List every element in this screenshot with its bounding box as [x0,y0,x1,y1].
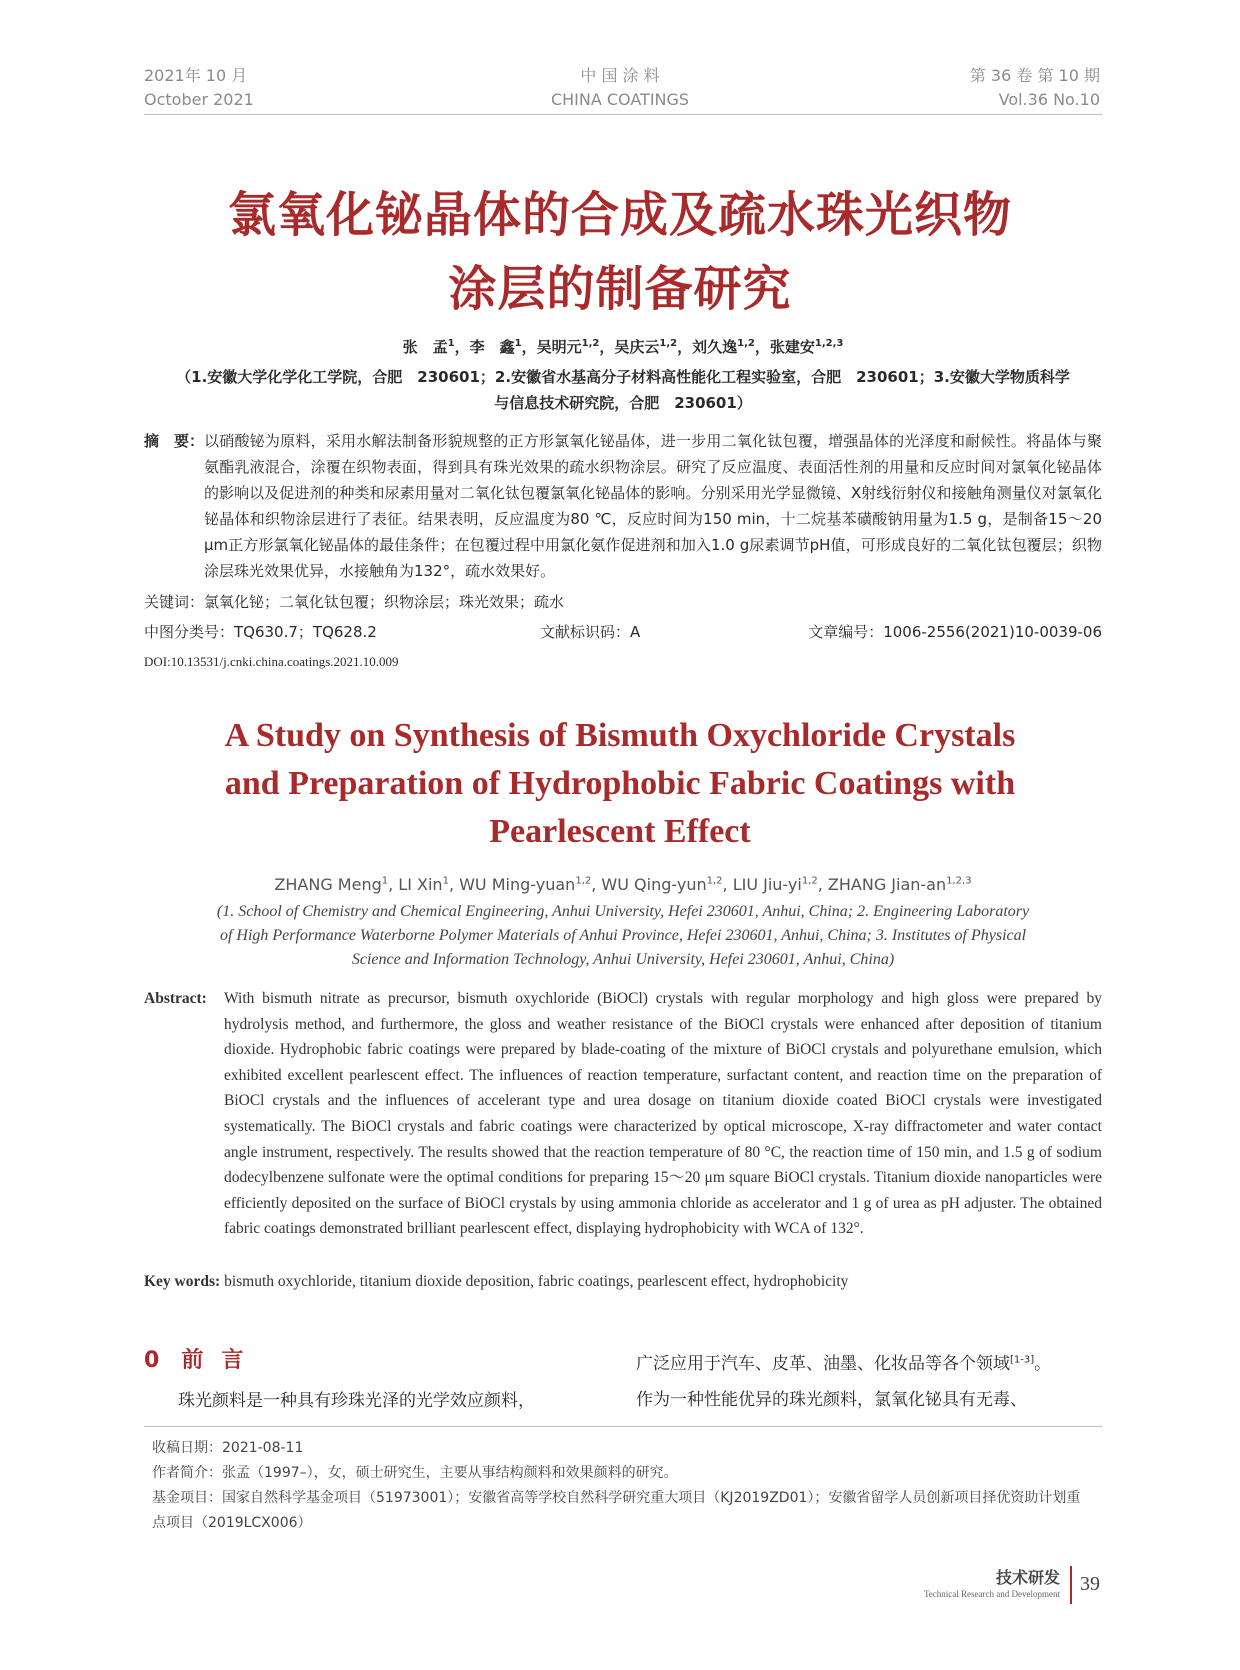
header-date-en: October 2021 [144,90,254,109]
author-en: LI Xin$^1$ [398,875,449,894]
title-cn-line1: 氯氧化铋晶体的合成及疏水珠光织物 [227,187,1012,243]
section-heading [144,1346,261,1376]
header-date-cn: 2021年 10 月 [144,66,248,85]
keywords-cn-text: 氯氧化铋；二氧化钛包覆；织物涂层；珠光效果；疏水 [204,593,565,611]
abstract-en-text: With bismuth nitrate as precursor, bismuth oxychloride (BiOCl) crystals with regular morphology and high gloss were prepared by hydrolysis method, and furthermore, the gloss and weather resistance of the BiOCl crystals were enhanced after deposition of titanium dioxide. Hydrophobic fabric coatings were prepared by blade-coating of the mixture of BiOCl crystals and polyurethane emulsion, which exhibited excellent pearlescent effect. The influences of reaction temperature, surfactant content, and reaction time on the preparation of BiOCl crystals and the influences of accelerant type and urea dosage on titanium dioxide coated BiOCl crystals were investigated systematically. The BiOCl crystals and fabric coatings were characterized by optical microscope, X-ray diffractometer and water contact angle instrument, respectively. The results showed that the reaction temperature of 80 °C, the reaction time of 150 min, and 1.5 g of sodium dodecylbenzene sulfonate were the optimal conditions for preparing 15～20 μm square BiOCl crystals. Titanium dioxide nanoparticles were efficiently deposited on the surface of BiOCl crystals by using ammonia chloride as accelerator and 1 g of urea as pH adjuster. The obtained fabric coatings demonstrated brilliant pearlescent effect, displaying hydrophobicity with WCA of 132°. [224,990,1102,1238]
received-date: 收稿日期：2021-08-11 [152,1440,304,1456]
footnotes [152,1436,1092,1536]
keywords-cn-label: 关键词： [144,593,205,611]
keywords-cn [144,590,1102,614]
header-journal-en: CHINA COATINGS [550,90,690,109]
citation: [1-3] [1010,1354,1035,1366]
author-cn: 张建安$^{1,2,3}$ [769,338,844,356]
title-en [120,712,1120,856]
header-volume-cn: 第 36 卷 第 10 期 [969,66,1100,85]
affiliation-en-line3: Science and Information Technology, Anhui University, Hefei 230601, Anhui, China) [351,951,895,968]
title-en-line2: and Preparation of Hydrophobic Fabric Coatings with [224,765,1016,802]
author-en: WU Qing-yun$^{1,2}$ [601,875,723,894]
author-en: ZHANG Meng$^1$ [274,875,389,894]
section-number: 0 [144,1348,160,1373]
title-en-line3: Pearlescent Effect [489,813,751,850]
body-right-line2: 作为一种性能优异的珠光颜料，氯氧化铋具有无毒、 [636,1390,1027,1410]
affiliation-en [144,900,1102,972]
body-right-column [636,1346,1102,1418]
doi: DOI:10.13531/j.cnki.china.coatings.2021.10.009 [144,654,399,669]
abstract-cn [144,428,1102,584]
abstract-cn-label: 摘 要： [144,432,205,450]
keywords-en-label: Key words: [144,1273,221,1290]
footer-section [924,1568,1060,1600]
header-volume [970,64,1100,112]
header-journal-cn: 中 国 涂 料 [580,66,660,85]
affiliation-en-line2: of High Performance Waterborne Polymer Materials of Anhui Province, Hefei 230601, Anhui, China; 3. Institutes of Physical [219,927,1027,944]
affiliation-cn-line2: 与信息技术研究院，合肥 230601） [494,394,752,412]
footer-section-en: Technical Research and Development [923,1589,1060,1599]
author-bio: 作者简介：张孟（1997–），女，硕士研究生，主要从事结构颜料和效果颜料的研究。 [152,1465,678,1481]
author-en: LIU Jiu-yi$^{1,2}$ [732,875,818,894]
author-en: ZHANG Jian-an$^{1,2,3}$ [827,875,972,894]
header-divider [144,114,1102,115]
body-right-line1: 广泛应用于汽车、皮革、油墨、化妆品等各个领域[1-3]。 [636,1354,1052,1374]
title-cn [100,178,1140,326]
author-cn: 吴庆云$^{1,2}$ [614,338,678,356]
keywords-en-text: bismuth oxychloride, titanium dioxide deposition, fabric coatings, pearlescent effect, hydrophobicity [224,1273,849,1290]
authors-en: ZHANG Meng$^1$, LI Xin$^1$, WU Ming-yuan$^{1,2}$, WU Qing-yun$^{1,2}$, LIU Jiu-yi$^{1,2}$, ZHANG Jian-an$^{1,2,3}$ [274,875,972,894]
author-cn: 李 鑫$^1$ [469,338,522,356]
clc-number: 中图分类号：TQ630.7；TQ628.2 [144,623,377,641]
author-cn: 吴明元$^{1,2}$ [536,338,600,356]
title-en-line1: A Study on Synthesis of Bismuth Oxychloride Crystals [224,717,1016,754]
header-volume-en: Vol.36 No.10 [998,90,1100,109]
author-cn: 张 孟$^1$ [402,338,455,356]
footer-section-cn: 技术研发 [995,1568,1060,1587]
author-en: WU Ming-yuan$^{1,2}$ [459,875,592,894]
article-number: 文章编号：1006-2556(2021)10-0039-06 [808,623,1102,641]
affiliation-en-line1: (1. School of Chemistry and Chemical Engineering, Anhui University, Hefei 230601, Anhui, China; 2. Engineering Laboratory [216,903,1030,920]
authors-cn: 张 孟$^1$，李 鑫$^1$，吴明元$^{1,2}$，吴庆云$^{1,2}$，刘久逸$^{1,2}$，张建安$^{1,2,3}$ [402,338,844,356]
body-left-column: 珠光颜料是一种具有珍珠光泽的光学效应颜料， [178,1391,535,1411]
funding: 基金项目：国家自然科学基金项目（51973001）；安徽省高等学校自然科学研究重大项目（KJ2019ZD01）；安徽省留学人员创新项目择优资助计划重点项目（2019LCX006） [152,1490,1081,1531]
author-cn: 刘久逸$^{1,2}$ [692,338,755,356]
footnote-divider [144,1426,1102,1427]
abstract-cn-text: 以硝酸铋为原料，采用水解法制备形貌规整的正方形氯氧化铋晶体，进一步用二氧化钛包覆，增强晶体的光泽度和耐候性。将晶体与聚氨酯乳液混合，涂覆在织物表面，得到具有珠光效果的疏水织物涂层。研究了反应温度、表面活性剂的用量和反应时间对氯氧化铋晶体的影响以及促进剂的种类和尿素用量对二氧化钛包覆氯氧化铋晶体的影响。分别采用光学显微镜、X射线衍射仪和接触角测量仪对氯氧化铋晶体和织物涂层进行了表征。结果表明，反应温度为80 ℃，反应时间为150 min，十二烷基苯磺酸钠用量为1.5 g，是制备15～20 μm正方形氯氧化铋晶体的最佳条件；在包覆过程中用氯化氨作促进剂和加入1.0 g尿素调节pH值，可形成良好的二氧化钛包覆层；织物涂层珠光效果优异，水接触角为132°，疏水效果好。 [204,432,1102,580]
keywords-en [144,1270,1102,1294]
section-title: 前言 [181,1348,262,1373]
abstract-en [144,986,1102,1242]
affiliation-cn-line1: （1.安徽大学化学化工学院，合肥 230601；2.安徽省水基高分子材料高性能化工程实验室，合肥 230601；3.安徽大学物质科学 [176,368,1070,386]
affiliation-cn [144,364,1102,416]
page-number: 39 [1070,1566,1100,1604]
abstract-en-label: Abstract: [144,990,207,1007]
title-cn-line2: 涂层的制备研究 [448,261,792,317]
document-code: 文献标识码：A [540,623,641,641]
classification-row [144,620,1102,644]
